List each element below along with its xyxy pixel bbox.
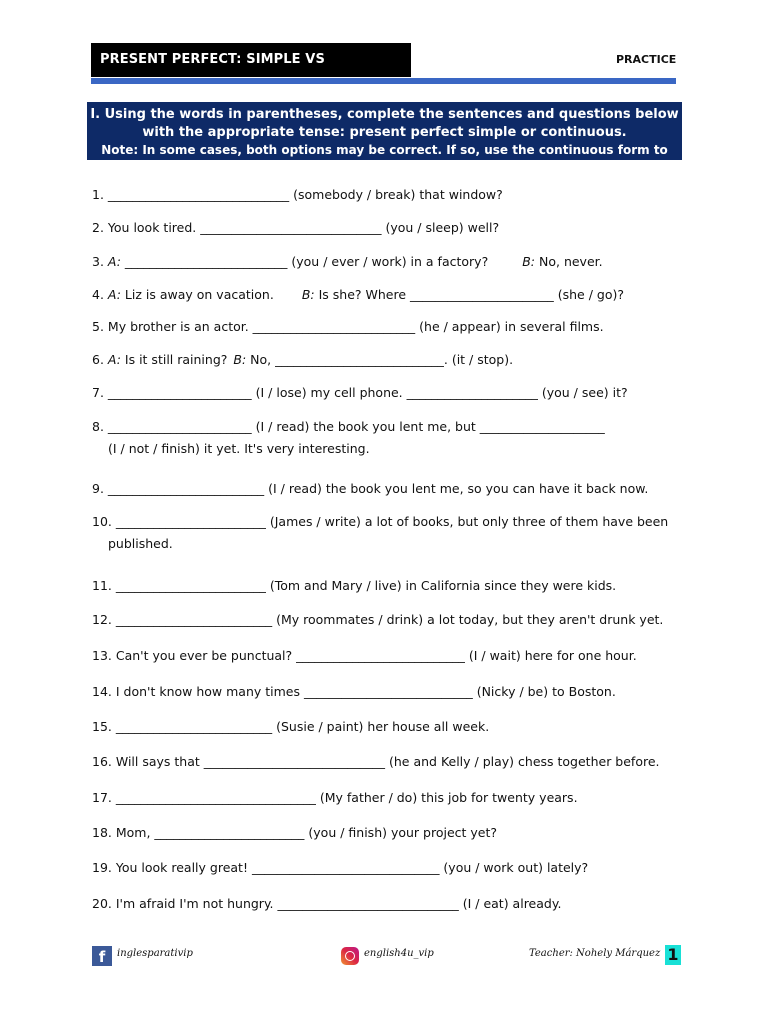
instagram-handle: english4u_vip bbox=[364, 948, 434, 959]
exercise-item bbox=[92, 385, 680, 400]
instructions-line-1: I. Using the words in parentheses, complete the sentences and questions below bbox=[90, 107, 679, 122]
exercise-item bbox=[92, 514, 680, 551]
facebook-icon: f bbox=[92, 946, 112, 966]
item-number: 2. bbox=[92, 220, 104, 235]
exercise-item bbox=[92, 481, 680, 496]
item-continuation: (I / not / finish) it yet. It's very interesting. bbox=[108, 441, 370, 456]
item-number: 18. bbox=[92, 825, 112, 840]
item-number: 15. bbox=[92, 719, 112, 734]
item-text: ________________________ (James / write) a lot of books, but only three of them have been bbox=[115, 514, 669, 529]
item-number: 10. bbox=[92, 514, 112, 529]
item-text: _________________________ (My roommates / drink) a lot today, but they aren't drunk yet. bbox=[115, 612, 664, 627]
item-text: Mom, ________________________ (you / finish) your project yet? bbox=[115, 825, 498, 840]
speaker-a: A: bbox=[107, 287, 121, 302]
speaker-a: A: bbox=[107, 352, 121, 367]
item-text: I'm afraid I'm not hungry. _____________________________ (I / eat) already. bbox=[115, 896, 562, 911]
exercise-item bbox=[92, 896, 680, 911]
exercise-item bbox=[92, 419, 680, 456]
item-number: 5. bbox=[92, 319, 104, 334]
item-text: Can't you ever be punctual? ___________________________ (I / wait) here for one hour. bbox=[115, 648, 637, 663]
page-title: PRESENT PERFECT: SIMPLE VS CONTINUOUS bbox=[91, 43, 411, 77]
item-number: 6. bbox=[92, 352, 104, 367]
exercise-item bbox=[92, 648, 680, 663]
instagram-icon bbox=[341, 947, 359, 965]
item-number: 17. bbox=[92, 790, 112, 805]
item-text: _________________________ (Susie / paint) her house all week. bbox=[115, 719, 490, 734]
item-text-b: No, never. bbox=[539, 254, 603, 269]
item-number: 16. bbox=[92, 754, 112, 769]
item-text: _________________________ (I / read) the book you lent me, so you can have it back now. bbox=[107, 481, 649, 496]
exercise-item bbox=[92, 287, 680, 302]
item-number: 1. bbox=[92, 187, 104, 202]
item-text: _____________________________ (somebody / break) that window? bbox=[107, 187, 503, 202]
item-text: You look really great! ______________________________ (you / work out) lately? bbox=[115, 860, 589, 875]
exercise-item bbox=[92, 254, 680, 269]
item-text: You look tired. _____________________________ (you / sleep) well? bbox=[107, 220, 500, 235]
item-text: Will says that _____________________________ (he and Kelly / play) chess together before. bbox=[115, 754, 660, 769]
exercise-item bbox=[92, 719, 680, 734]
item-number: 4. bbox=[92, 287, 104, 302]
exercise-item bbox=[92, 860, 680, 875]
item-text: My brother is an actor. __________________________ (he / appear) in several films. bbox=[107, 319, 604, 334]
exercise-item bbox=[92, 790, 680, 805]
header-accent-bar bbox=[91, 78, 676, 84]
item-text: I don't know how many times ___________________________ (Nicky / be) to Boston. bbox=[115, 684, 616, 699]
exercise-item bbox=[92, 187, 680, 202]
item-text: ________________________ (Tom and Mary / live) in California since they were kids. bbox=[115, 578, 617, 593]
speaker-b: B: bbox=[233, 352, 247, 367]
exercise-item bbox=[92, 684, 680, 699]
teacher-name: Teacher: Nohely Márquez bbox=[529, 948, 661, 959]
item-text: Is it still raining? bbox=[124, 352, 228, 367]
facebook-handle: inglesparativip bbox=[117, 948, 193, 959]
exercise-item bbox=[92, 220, 680, 235]
item-number: 19. bbox=[92, 860, 112, 875]
item-number: 13. bbox=[92, 648, 112, 663]
item-number: 3. bbox=[92, 254, 104, 269]
speaker-b: B: bbox=[301, 287, 315, 302]
instructions-note: Note: In some cases, both options may be correct. If so, use the continuous form to practice. bbox=[101, 143, 668, 174]
exercise-item bbox=[92, 352, 680, 367]
speaker-a: A: bbox=[107, 254, 121, 269]
exercise-item bbox=[92, 612, 680, 627]
item-number: 14. bbox=[92, 684, 112, 699]
item-text: _______________________ (I / read) the book you lent me, but ____________________ bbox=[107, 419, 605, 434]
instructions-box bbox=[87, 102, 682, 174]
exercise-item bbox=[92, 319, 680, 334]
item-number: 11. bbox=[92, 578, 112, 593]
item-number: 7. bbox=[92, 385, 104, 400]
item-number: 20. bbox=[92, 896, 112, 911]
exercise-item bbox=[92, 754, 680, 769]
item-text-b: Is she? Where _______________________ (she / go)? bbox=[318, 287, 624, 302]
speaker-b: B: bbox=[522, 254, 536, 269]
item-text: ________________________________ (My father / do) this job for twenty years. bbox=[115, 790, 578, 805]
exercise-item bbox=[92, 578, 680, 593]
item-text-b: No, ___________________________. (it / stop). bbox=[250, 352, 514, 367]
exercise-item bbox=[92, 825, 680, 840]
page-number: 1 bbox=[665, 945, 681, 965]
item-continuation: published. bbox=[108, 536, 173, 551]
item-text: _______________________ (I / lose) my cell phone. _____________________ (you / see) it? bbox=[107, 385, 628, 400]
item-text: Liz is away on vacation. bbox=[124, 287, 274, 302]
item-number: 12. bbox=[92, 612, 112, 627]
item-number: 8. bbox=[92, 419, 104, 434]
section-label: PRACTICE bbox=[616, 53, 677, 66]
item-number: 9. bbox=[92, 481, 104, 496]
instructions-line-2: with the appropriate tense: present perfect simple or continuous. bbox=[142, 125, 627, 140]
item-text: __________________________ (you / ever / work) in a factory? bbox=[124, 254, 489, 269]
